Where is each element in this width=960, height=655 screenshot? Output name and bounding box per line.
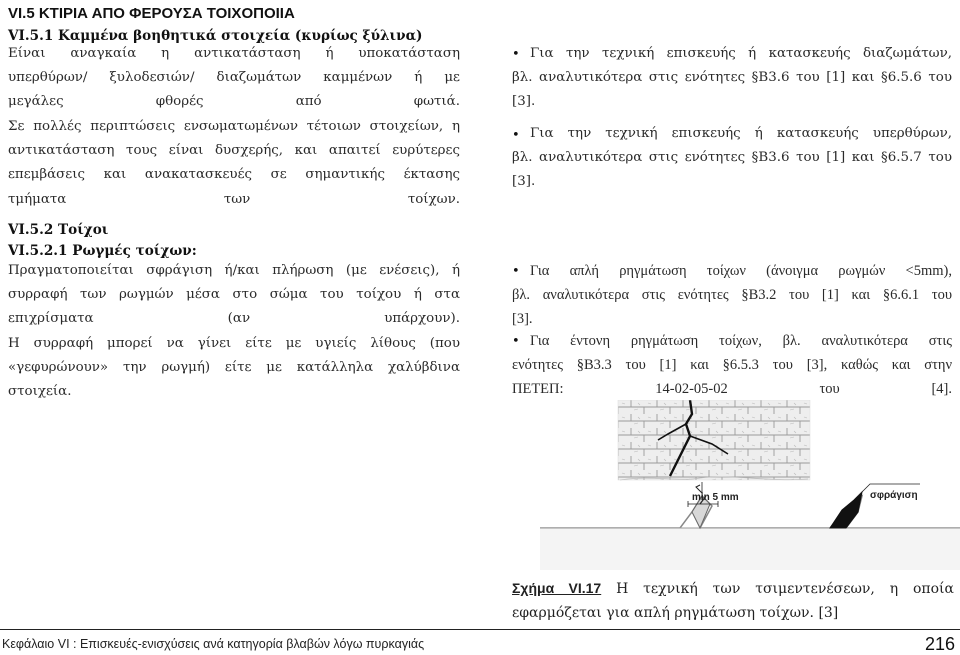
paragraph-crack-sealing: Πραγματοποιείται σφράγιση ή/και πλήρωση (με ενέσεις), ή συρραφή των ρωγμών μέσα στο σώμα του τοίχου ή στα επιχρίσματα (αν υπάρχουν). (8, 263, 460, 327)
footer-divider (0, 629, 960, 630)
bullet-marker: • (512, 47, 520, 62)
bullet-marker: • (512, 128, 520, 143)
bullet-marker: • (512, 334, 520, 349)
bullet-item-yperthyra: Για την τεχνική επισκευής ή κατασκευής υπερθύρων, βλ. αναλυτικότερα στις ενότητες §Β3.6 του [1] και §6.5.7 του [3]. (512, 126, 952, 190)
figure-caption: Σχήμα VI.17 Η τεχνική των τσιμεντενέσεων, η οποία εφαρμόζεται για απλή ρηγμάτωση τοίχων. [3] (512, 580, 954, 621)
caption-label: Σχήμα VI.17 (512, 580, 602, 596)
figure-cement-injection (540, 400, 960, 570)
subsection-heading-vi52: VI.5.2 Τοίχοι (8, 222, 109, 238)
subsection-title: Καμμένα βοηθητικά στοιχεία (κυρίως ξύλινα) (58, 28, 423, 44)
page-number: 216 (925, 634, 956, 654)
label-sealing: σφράγιση (870, 490, 918, 501)
paragraph-replacement: Είναι αναγκαία η αντικατάσταση ή υποκατάσταση υπερθύρων/ ξυλοδεσιών/ διαζωμάτων καμμένων ή με μεγάλες φθορές από φωτιά. (8, 46, 460, 110)
bullet-marker: • (512, 264, 520, 279)
masonry-wall-illustration (618, 400, 810, 480)
bullet-item-simple-cracking: Για απλή ρηγμάτωση τοίχων (άνοιγμα ρωγμών <5mm), βλ. αναλυτικότερα στις ενότητες §Β3.2 του [1] και §6.6.1 του [3]. (512, 263, 952, 328)
label-min-width: min 5 mm (692, 492, 739, 503)
section-heading-vi5: VI.5 ΚΤΙΡΙΑ ΑΠΟ ΦΕΡΟΥΣΑ ΤΟΙΧΟΠΟΙΙΑ (8, 5, 295, 22)
bullet-item-diazomata: Για την τεχνική επισκευής ή κατασκευής διαζωμάτων, βλ. αναλυτικότερα στις ενότητες §Β3.6 του [1] και §6.5.6 του [3]. (512, 46, 952, 110)
footer-chapter-title: Κεφάλαιο VI : Επισκευές-ενισχύσεις ανά κατηγορία βλαβών λόγω πυρκαγιάς (2, 637, 425, 651)
paragraph-embedded-elements: Σε πολλές περιπτώσεις ενσωματωμένων τέτοιων στοιχείων, η αντικατάσταση τους είναι δυσχερής, και απαιτεί ευρύτερες επεμβάσεις και ανακατασκευές σε σημαντικής έκτασης τμήματα των τοίχων. (8, 119, 460, 207)
paragraph-stitching: Η συρραφή μπορεί να γίνει είτε με υγιείς λίθους (που «γεφυρώνουν» την ρωγμή) είτε με κατάλληλα χαλύβδινα στοιχεία. (8, 336, 460, 400)
subsubsection-heading-vi521: VI.5.2.1 Ρωγμές τοίχων: (8, 243, 197, 259)
bullet-item-severe-cracking: Για έντονη ρηγμάτωση τοίχων, βλ. αναλυτικότερα στις ενότητες §Β3.3 του [1] και §6.5.3 του [3], καθώς και στην ΠΕΤΕΠ: 14-02-05-02 του [4]. (512, 333, 952, 398)
subsection-number: VI.5.1 (8, 28, 54, 44)
